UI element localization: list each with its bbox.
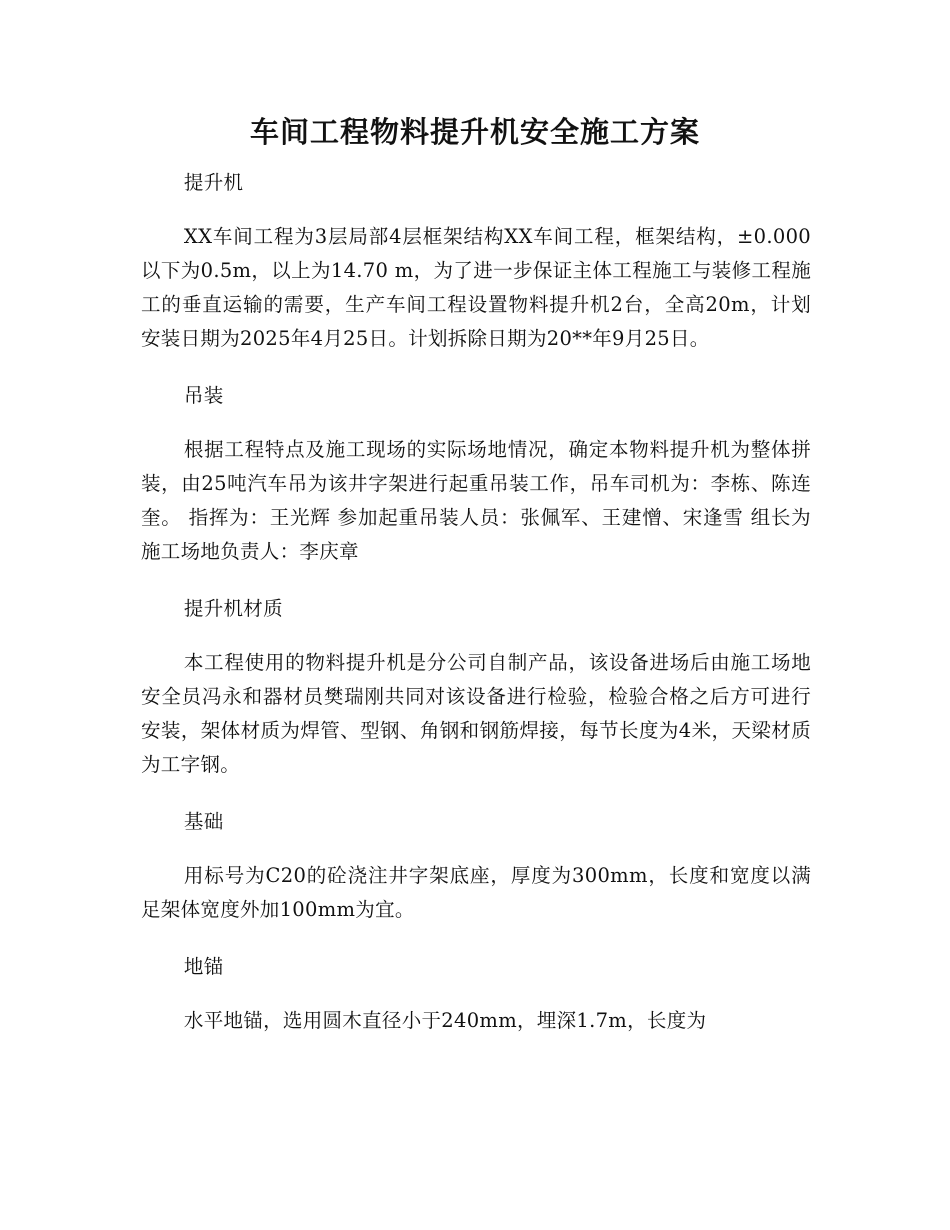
document-body [141, 166, 811, 1061]
section-heading-hoist: 提升机 [183, 171, 244, 194]
section-heading-material: 提升机材质 [183, 597, 283, 620]
section-paragraph-lifting: 根据工程特点及施工现场的实际场地情况，确定本物料提升机为整体拼装，由25吨汽车吊为该井字架进行起重吊装工作，吊车司机为：李栋、陈连奎。 指挥为：王光辉 参加起重吊装人员：张佩军、王建憎、宋逢雪 组长为施工场地负责人：李庆章 [141, 438, 811, 563]
section-paragraph-material: 本工程使用的物料提升机是分公司自制产品，该设备进场后由施工场地安全员冯永和器材员樊瑞刚共同对该设备进行检验，检验合格之后方可进行安装，架体材质为焊管、型钢、角钢和钢筋焊接，每节长度为4米，天梁材质为工字钢。 [141, 651, 811, 776]
section-heading-foundation: 基础 [183, 810, 224, 833]
document-title: 车间工程物料提升机安全施工方案 [249, 115, 700, 149]
section-paragraph-anchor: 水平地锚，选用圆木直径小于240mm，埋深1.7m，长度为 [183, 1009, 707, 1032]
section-heading-anchor: 地锚 [183, 955, 224, 978]
section-heading-lifting: 吊装 [183, 384, 224, 407]
section-paragraph-hoist: XX车间工程为3层局部4层框架结构XX车间工程，框架结构，±0.000以下为0.5m，以上为14.70 m，为了进一步保证主体工程施工与装修工程施工的垂直运输的需要，生产车间工程设置物料提升机2台，全高20m，计划安装日期为2025年4月25日。计划拆除日期为20**年9月25日。 [141, 225, 811, 350]
section-paragraph-foundation: 用标号为C20的砼浇注井字架底座，厚度为300mm，长度和宽度以满足架体宽度外加100mm为宜。 [141, 864, 811, 921]
